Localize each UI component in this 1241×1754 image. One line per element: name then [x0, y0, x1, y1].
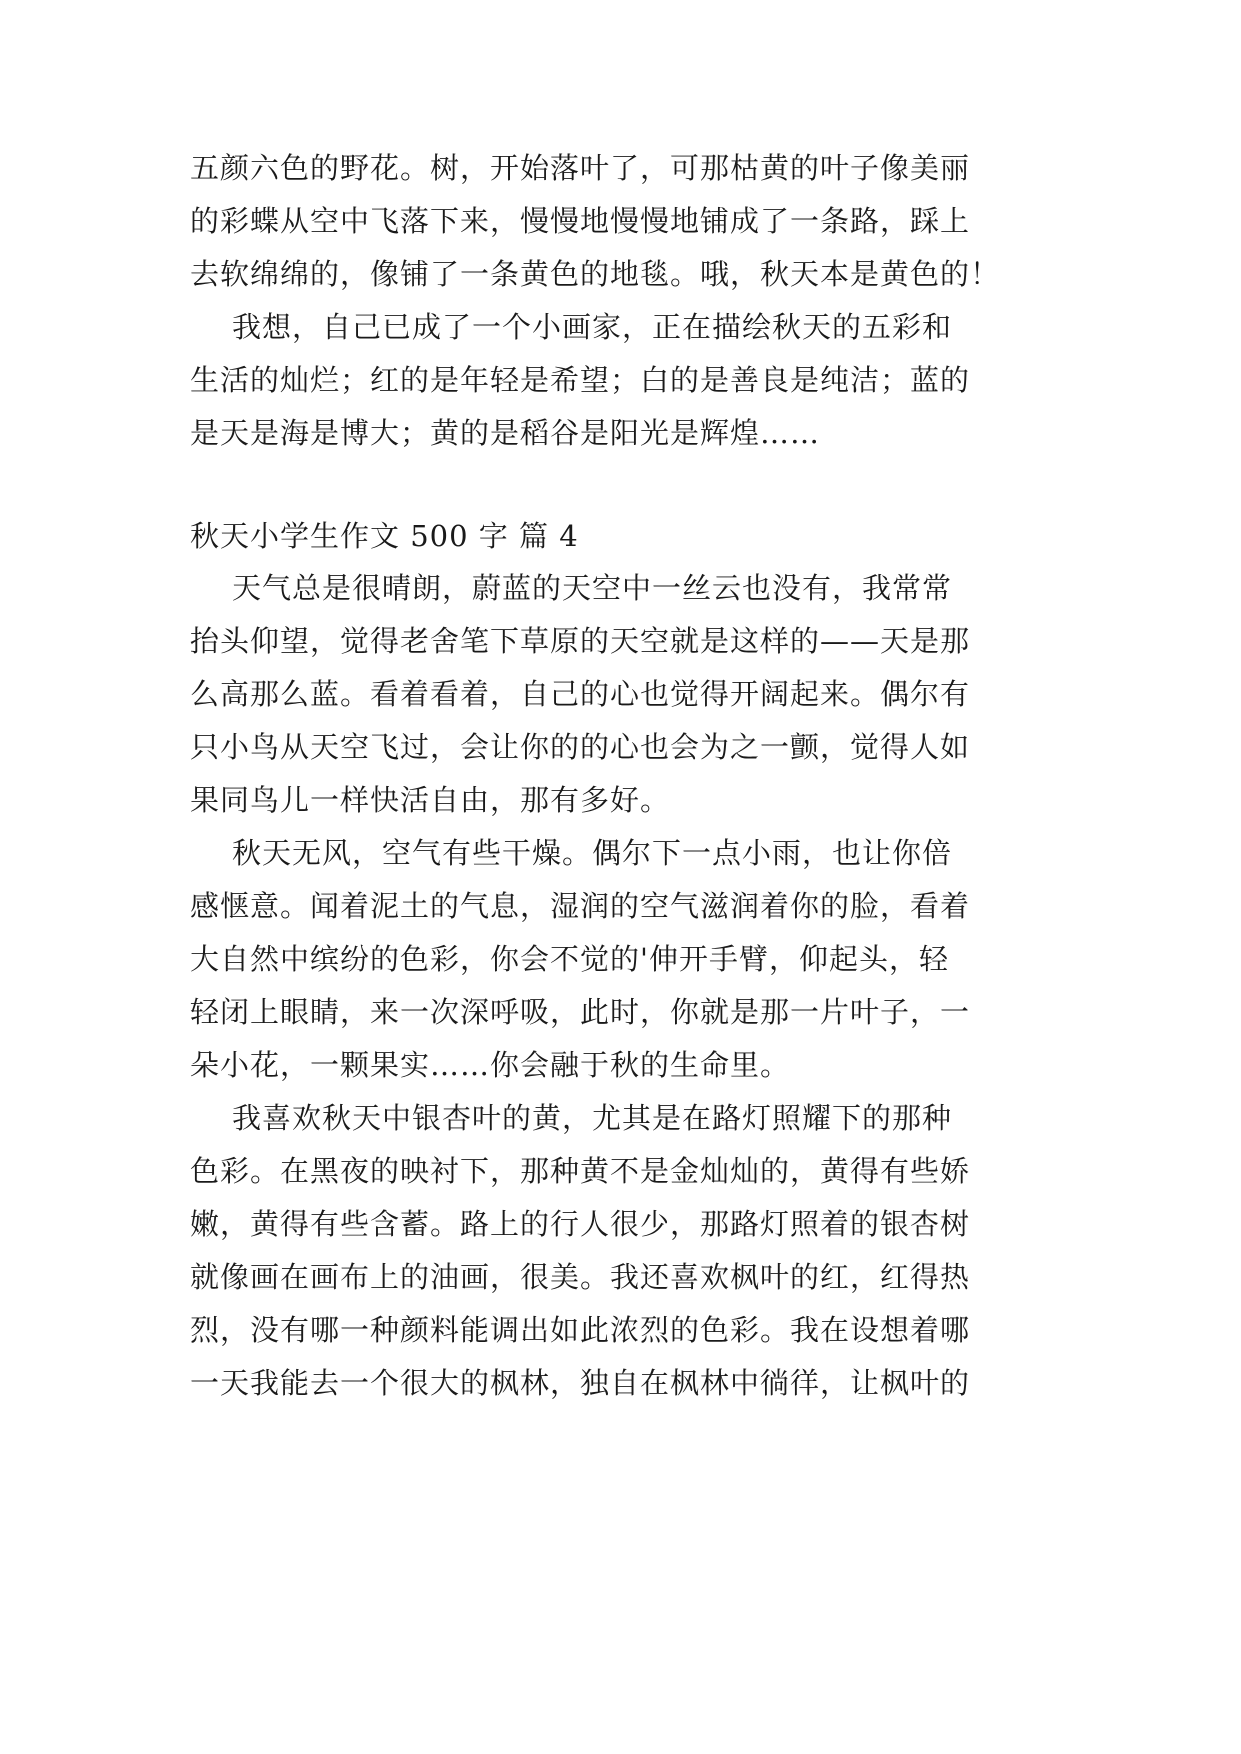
paragraph-line: 只小鸟从天空飞过，会让你的的心也会为之一颤，觉得人如 — [190, 730, 971, 764]
paragraph-line: 抬头仰望，觉得老舍笔下草原的天空就是这样的——天是那 — [190, 624, 971, 658]
paragraph-line: 是天是海是博大；黄的是稻谷是阳光是辉煌…… — [190, 416, 821, 450]
paragraph-line: 轻闭上眼睛，来一次深呼吸，此时，你就是那一片叶子，一 — [190, 995, 971, 1029]
paragraph-line: 我想，自己已成了一个小画家，正在描绘秋天的五彩和 — [232, 310, 953, 344]
paragraph-line: 我喜欢秋天中银杏叶的黄，尤其是在路灯照耀下的那种 — [232, 1101, 953, 1135]
paragraph-line: 五颜六色的野花。树，开始落叶了，可那枯黄的叶子像美丽 — [190, 151, 971, 185]
paragraph-line: 么高那么蓝。看着看着，自己的心也觉得开阔起来。偶尔有 — [190, 677, 971, 711]
paragraph-line: 嫩，黄得有些含蓄。路上的行人很少，那路灯照着的银杏树 — [190, 1207, 971, 1241]
paragraph-line: 生活的灿烂；红的是年轻是希望；白的是善良是纯洁；蓝的 — [190, 363, 971, 397]
section-heading: 秋天小学生作文 500 字 篇 4 — [190, 519, 579, 553]
paragraph-line: 果同鸟儿一样快活自由，那有多好。 — [190, 783, 671, 817]
paragraph-line: 天气总是很晴朗，蔚蓝的天空中一丝云也没有，我常常 — [232, 571, 953, 605]
paragraph-line: 大自然中缤纷的色彩，你会不觉的'伸开手臂，仰起头，轻 — [190, 942, 949, 976]
paragraph-line: 一天我能去一个很大的枫林，独自在枫林中徜徉，让枫叶的 — [190, 1366, 971, 1400]
paragraph-line: 朵小花，一颗果实……你会融于秋的生命里。 — [190, 1048, 791, 1082]
paragraph-line: 去软绵绵的，像铺了一条黄色的地毯。哦，秋天本是黄色的！ — [190, 257, 1001, 291]
paragraph-line: 烈，没有哪一种颜料能调出如此浓烈的色彩。我在设想着哪 — [190, 1313, 971, 1347]
paragraph-line: 秋天无风，空气有些干燥。偶尔下一点小雨，也让你倍 — [232, 836, 953, 870]
paragraph-line: 就像画在画布上的油画，很美。我还喜欢枫叶的红，红得热 — [190, 1260, 971, 1294]
paragraph-line: 感惬意。闻着泥土的气息，湿润的空气滋润着你的脸，看着 — [190, 889, 971, 923]
paragraph-line: 的彩蝶从空中飞落下来，慢慢地慢慢地铺成了一条路，踩上 — [190, 204, 971, 238]
paragraph-line: 色彩。在黑夜的映衬下，那种黄不是金灿灿的，黄得有些娇 — [190, 1154, 971, 1188]
